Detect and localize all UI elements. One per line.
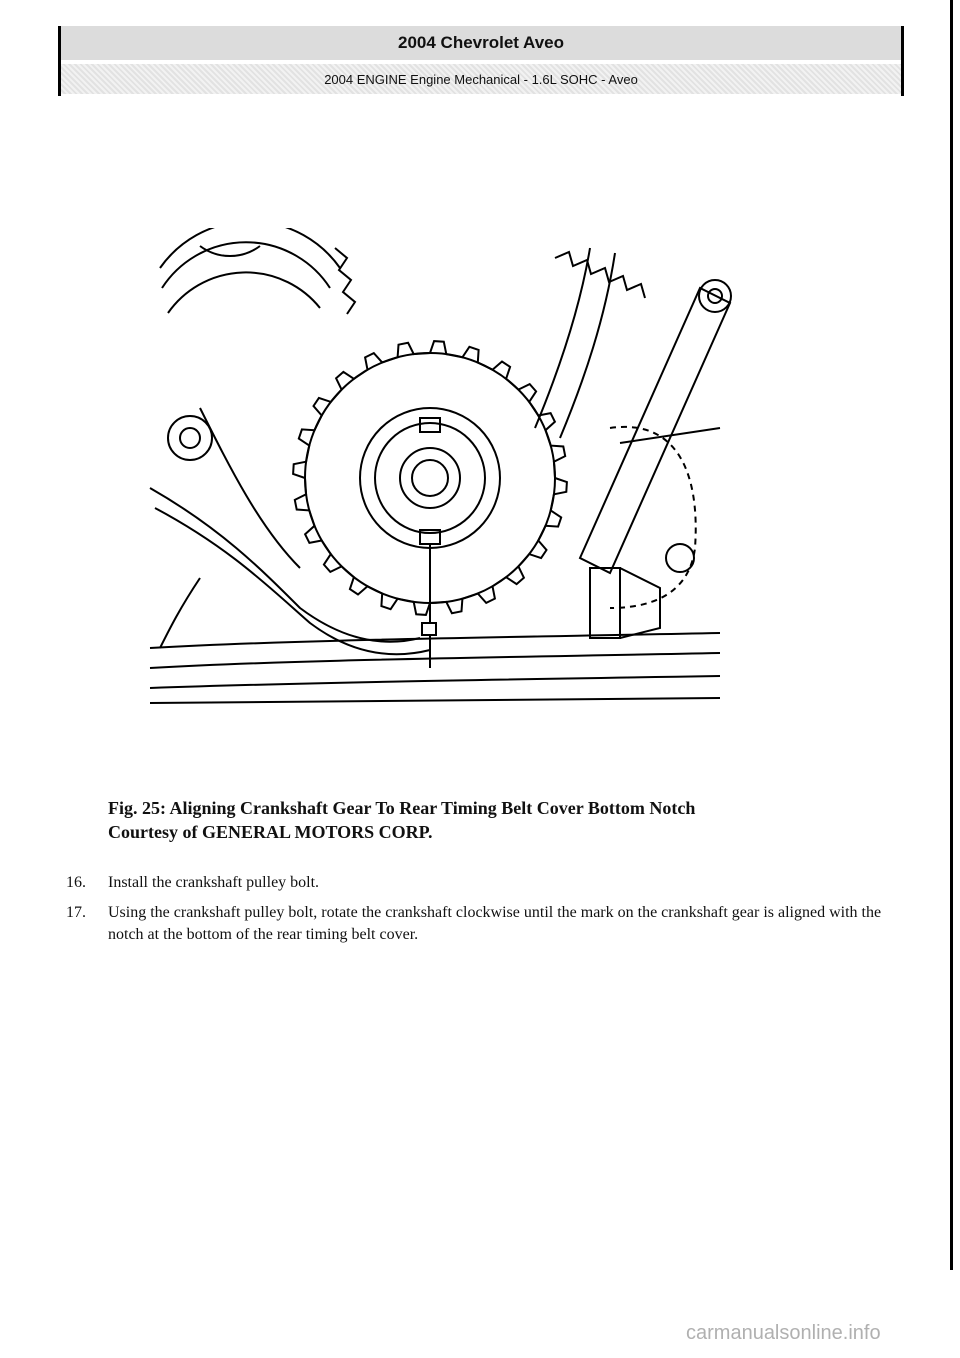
page-header (58, 26, 904, 96)
step-17 (66, 902, 886, 946)
caption-title: Fig. 25: Aligning Crankshaft Gear To Rear Timing Belt Cover Bottom Notch (108, 798, 696, 818)
header-title: 2004 Chevrolet Aveo (61, 26, 901, 60)
step-16 (66, 872, 886, 894)
crankshaft-timing-illustration (140, 228, 740, 728)
caption-credit: Courtesy of GENERAL MOTORS CORP. (108, 822, 433, 842)
step-text: Using the crankshaft pulley bolt, rotate the crankshaft clockwise until the mark on the crankshaft gear is aligned with the notch at the bottom of the rear timing belt cover. (108, 904, 882, 943)
figure-caption (108, 796, 868, 844)
step-number: 16. (66, 874, 86, 891)
procedure-steps (66, 872, 886, 954)
step-number: 17. (66, 904, 86, 921)
site-watermark: carmanualsonline.info (686, 1322, 881, 1344)
header-subtitle: 2004 ENGINE Engine Mechanical - 1.6L SOHC - Aveo (61, 64, 901, 94)
page-right-rule (950, 0, 953, 1270)
step-text: Install the crankshaft pulley bolt. (108, 874, 320, 891)
